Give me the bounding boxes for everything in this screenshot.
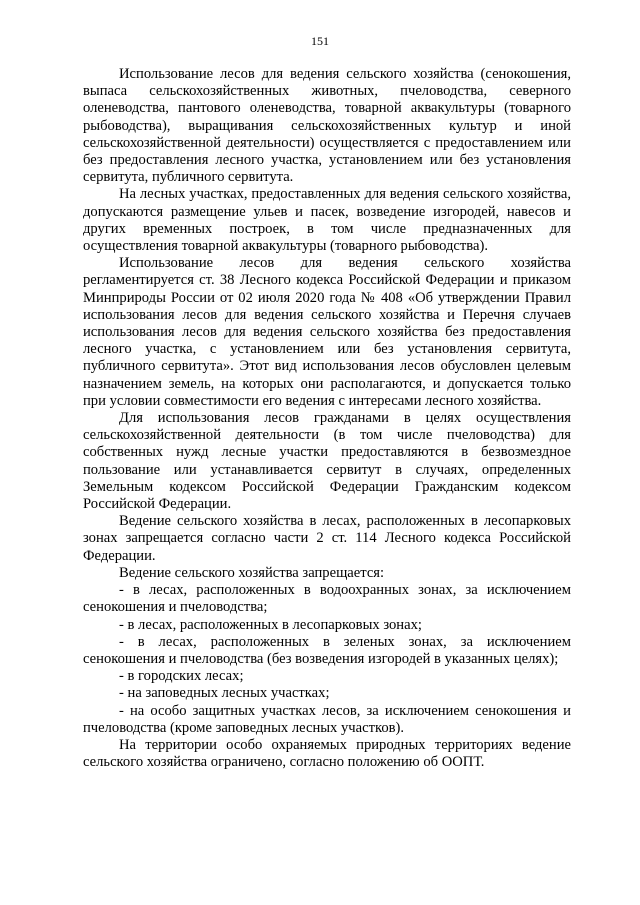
paragraph-protected-areas: На территории особо охраняемых природных территориях ведение сельского хозяйства ограничено, согласно положению об ООПТ.: [83, 736, 571, 771]
list-item-water-protection: - в лесах, расположенных в водоохранных зонах, за исключением сенокошения и пчеловодства;: [83, 582, 571, 616]
list-item-reserved-plots: - на заповедных лесных участках;: [119, 685, 330, 702]
list-item-forest-park: - в лесах, расположенных в лесопарковых зонах;: [119, 616, 422, 633]
paragraph-prohibitions-intro: Ведение сельского хозяйства запрещается:: [119, 564, 385, 581]
page-number: 151: [311, 34, 329, 48]
paragraph-forest-park-ban: Ведение сельского хозяйства в лесах, расположенных в лесопарковых зонах запрещается согласно части 2 ст. 114 Лесного кодекса Российской Федерации.: [83, 513, 571, 564]
list-item-urban-forests: - в городских лесах;: [119, 668, 244, 685]
list-item-green-zones: - в лесах, расположенных в зеленых зонах, за исключением сенокошения и пчеловодства (без возведения изгородей в указанных целях);: [83, 633, 571, 667]
paragraph-forest-use-agriculture: Использование лесов для ведения сельского хозяйства (сенокошения, выпаса сельскохозяйственных животных, пчеловодства, северного оленеводства, пантового оленеводства, товарной аквакультуры (товарного рыбоводства), выращивания сельскохозяйственных культур и иной сельскохозяйственной деятельности) осуществляется с предоставлением или без предоставления лесного участка, установлением или без установления сервитута, публичного сервитута.: [83, 66, 571, 186]
paragraph-allowed-structures: На лесных участках, предоставленных для ведения сельского хозяйства, допускаются размещение ульев и пасек, возведение изгородей, навесов и других временных построек, в том числе предназначенных для осуществления товарной аквакультуры (товарного рыбоводства).: [83, 186, 571, 255]
list-item-protective-plots: - на особо защитных участках лесов, за исключением сенокошения и пчеловодства (кроме заповедных лесных участков).: [83, 702, 571, 736]
paragraph-regulation: Использование лесов для ведения сельского хозяйства регламентируется ст. 38 Лесного кодекса Российской Федерации и приказом Минприроды России от 02 июля 2020 года № 408 «Об утверждении Правил использования лесов для ведения сельского хозяйства и Перечня случаев использования лесов для ведения сельского хозяйства без предоставления лесного участка, с установлением или без установления сервитута, публичного сервитута». Этот вид использования лесов обусловлен целевым назначением земель, на которых они располагаются, и допускается только при условии совместимости его ведения с интересами лесного хозяйства.: [83, 255, 571, 409]
document-body: [83, 66, 571, 771]
paragraph-citizens-use: Для использования лесов гражданами в целях осуществления сельскохозяйственной деятельности (в том числе пчеловодства) для собственных нужд лесные участки предоставляются в безвозмездное пользование или устанавливается сервитут в случаях, определенных Земельным кодексом Российской Федерации Гражданским кодексом Российской Федерации.: [83, 410, 571, 513]
